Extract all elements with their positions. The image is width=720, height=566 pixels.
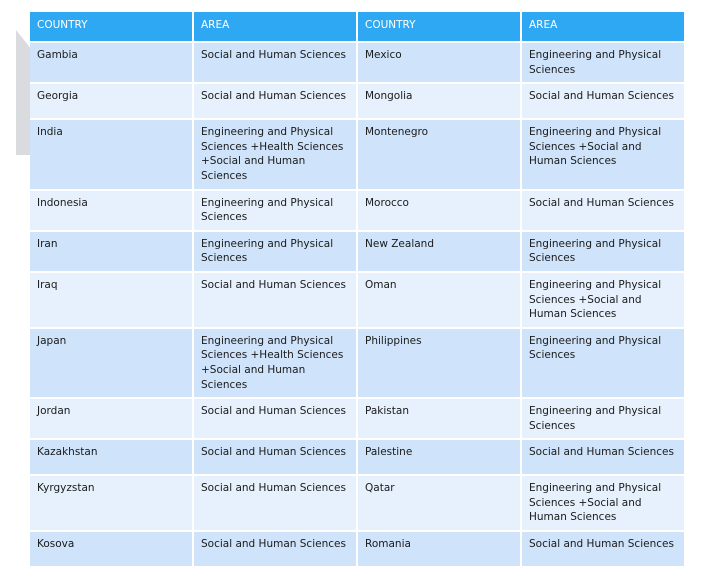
country-cell: Montenegro [358,120,520,188]
country-area-table [30,12,678,566]
area-cell: Social and Human Sciences [194,399,356,438]
country-cell: Iran [30,232,192,271]
country-cell: Pakistan [358,399,520,438]
country-cell: Georgia [30,84,192,118]
area-cell: Social and Human Sciences [522,84,684,118]
area-cell: Social and Human Sciences [194,43,356,82]
area-cell: Social and Human Sciences [194,84,356,118]
header-country-1: COUNTRY [30,12,192,41]
area-cell: Engineering and Physical Sciences [522,399,684,438]
area-cell: Engineering and Physical Sciences +Social and Human Sciences [522,120,684,188]
area-cell: Social and Human Sciences [194,532,356,566]
country-cell: Oman [358,273,520,327]
country-cell: New Zealand [358,232,520,271]
country-cell: Philippines [358,329,520,397]
country-cell: Indonesia [30,191,192,230]
area-cell: Engineering and Physical Sciences [522,43,684,82]
country-cell: Kyrgyzstan [30,476,192,530]
area-cell: Engineering and Physical Sciences +Social and Human Sciences [522,273,684,327]
area-cell: Social and Human Sciences [194,273,356,327]
country-cell: Gambia [30,43,192,82]
country-cell: Mexico [358,43,520,82]
area-cell: Engineering and Physical Sciences +Health Sciences +Social and Human Sciences [194,120,356,188]
area-cell: Social and Human Sciences [522,191,684,230]
area-cell: Social and Human Sciences [522,440,684,474]
country-cell: India [30,120,192,188]
area-cell: Social and Human Sciences [194,440,356,474]
country-cell: Japan [30,329,192,397]
area-cell: Social and Human Sciences [194,476,356,530]
area-cell: Engineering and Physical Sciences [522,329,684,397]
country-cell: Palestine [358,440,520,474]
country-cell: Iraq [30,273,192,327]
header-country-2: COUNTRY [358,12,520,41]
area-cell: Social and Human Sciences [522,532,684,566]
country-cell: Qatar [358,476,520,530]
country-cell: Mongolia [358,84,520,118]
country-cell: Romania [358,532,520,566]
area-cell: Engineering and Physical Sciences [194,191,356,230]
country-cell: Jordan [30,399,192,438]
area-cell: Engineering and Physical Sciences [522,232,684,271]
area-cell: Engineering and Physical Sciences [194,232,356,271]
area-cell: Engineering and Physical Sciences +Health Sciences +Social and Human Sciences [194,329,356,397]
country-cell: Kazakhstan [30,440,192,474]
header-area-1: AREA [194,12,356,41]
area-cell: Engineering and Physical Sciences +Social and Human Sciences [522,476,684,530]
country-cell: Kosova [30,532,192,566]
header-area-2: AREA [522,12,684,41]
country-cell: Morocco [358,191,520,230]
